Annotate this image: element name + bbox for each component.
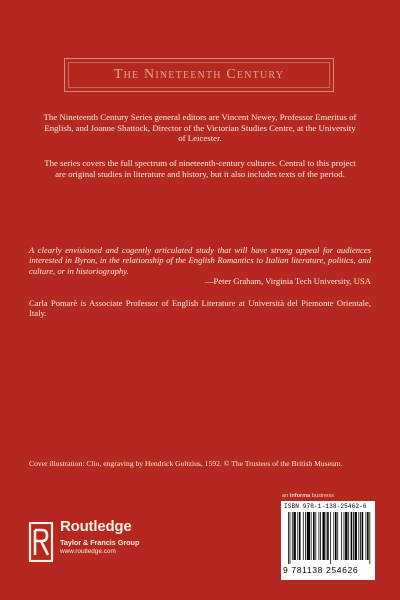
series-coverage-text: The series covers the full spectrum of nineteenth-century cultures. Central to this project are original studies in literature and history, but it also includes texts of the period. <box>44 158 356 179</box>
publisher-group: Taylor & Francis Group <box>60 538 140 547</box>
author-bio: Carla Pomarè is Associate Professor of English Literature at Università del Piemonte Orientale, Italy. <box>29 298 371 319</box>
series-title: The Nineteenth Century <box>113 67 285 82</box>
publisher-name: Routledge <box>60 518 132 535</box>
publisher-url: www.routledge.com <box>60 548 116 555</box>
ean-digits: 9 781138 254626 <box>283 565 359 575</box>
publisher-block <box>28 518 168 568</box>
informa-business-label <box>282 493 334 499</box>
series-editors-text: The Nineteenth Century Series general editors are Vincent Newey, Professor Emeritus of English, and Joanne Shattock, Director of the Victorian Studies Centre, at the University of Leicester. <box>43 112 357 144</box>
review-quote: A clearly envisioned and cogently articulated study that will have strong appeal for audiences interested in Byron, in the relationship of the English Romantics to Italian literature, politics, and culture, or in historiography. <box>29 245 371 276</box>
informa-suffix: business <box>310 493 334 499</box>
review-attribution: —Peter Graham, Virginia Tech University, USA <box>204 276 371 286</box>
routledge-logo-icon <box>28 522 54 562</box>
series-banner <box>64 58 334 92</box>
barcode-box <box>281 501 375 580</box>
cover-illustration-credit: Cover illustration: Clio, engraving by Hendrick Goltzius, 1592. © The Trustees of the British Museum. <box>29 459 343 468</box>
informa-brand: informa <box>289 493 311 499</box>
barcode-icon <box>288 512 371 564</box>
informa-prefix: an <box>282 493 290 499</box>
isbn-text: ISBN 978-1-138-25462-6 <box>284 503 367 510</box>
